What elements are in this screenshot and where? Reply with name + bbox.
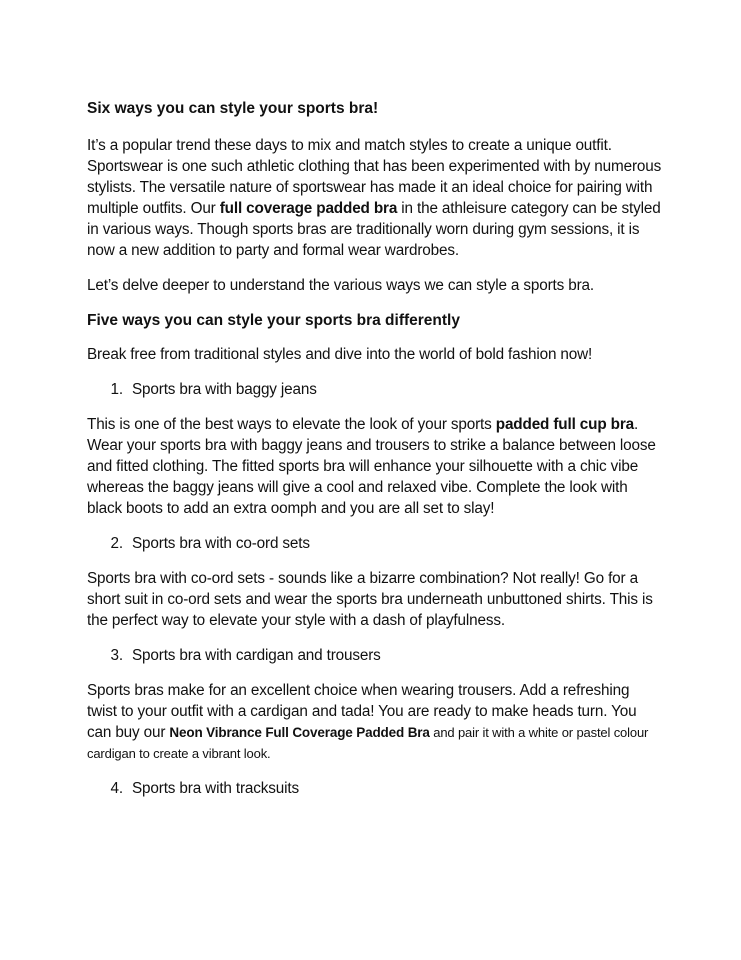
list-number: 2. xyxy=(110,535,123,552)
list-item-2 xyxy=(87,533,662,554)
list-item-1 xyxy=(87,379,662,400)
item-1-body xyxy=(87,414,662,519)
break-free-paragraph: Break free from traditional styles and dive into the world of bold fashion now! xyxy=(87,346,593,363)
list-label: Sports bra with cardigan and trousers xyxy=(132,647,381,664)
list-label: Sports bra with co-ord sets xyxy=(132,535,310,552)
item-2-body: Sports bra with co-ord sets - sounds like a bizarre combination? Not really! Go for a short suit in co-ord sets and wear the sports bra underneath unbuttoned shirts. This is the perfect way to elevate your style with a dash of playfulness. xyxy=(87,570,653,629)
item-3-text-2: and pair it with a white or pastel colour cardigan to create a vibrant look. xyxy=(87,725,649,761)
item-3-product: Neon Vibrance Full Coverage Padded Bra xyxy=(169,725,430,740)
list-item-4 xyxy=(87,778,662,799)
intro-paragraph xyxy=(87,135,662,261)
list-label: Sports bra with tracksuits xyxy=(132,780,299,797)
intro-text-2: in the athleisure category can be styled in various ways. Though sports bras are traditionally worn during gym sessions, it is now a new addition to party and formal wear wardrobes. xyxy=(87,200,661,259)
document-page xyxy=(87,98,662,813)
intro-product-link: full coverage padded bra xyxy=(219,200,398,217)
item-3-text-1: Sports bras make for an excellent choice when wearing trousers. Add a refreshing twist to your outfit with a cardigan and tada! You are ready to make heads turn. You can buy our xyxy=(87,682,637,741)
item-1-text-1: This is one of the best ways to elevate the look of your sports xyxy=(87,416,496,433)
delve-paragraph: Let’s delve deeper to understand the various ways we can style a sports bra. xyxy=(87,277,595,294)
item-1-text-2: . Wear your sports bra with baggy jeans and trousers to strike a balance between loose and fitted clothing. The fitted sports bra will enhance your silhouette with a chic vibe whereas the baggy jeans will give a cool and relaxed vibe. Complete the look with black boots to add an extra oomph and you are all set to slay! xyxy=(87,416,656,517)
item-3-body xyxy=(87,680,662,764)
list-item-3 xyxy=(87,645,662,666)
list-label: Sports bra with baggy jeans xyxy=(132,381,317,398)
item-1-product: padded full cup bra xyxy=(495,416,634,433)
list-number: 4. xyxy=(110,780,123,797)
intro-text-1: It’s a popular trend these days to mix and match styles to create a unique outfit. Sportswear is one such athletic clothing that has been experimented with by numerous stylists. The versatile nature of sportswear has made it an ideal choice for pairing with multiple outfits. Our xyxy=(87,137,662,217)
page-title: Six ways you can style your sports bra! xyxy=(87,100,379,117)
list-number: 3. xyxy=(110,647,123,664)
list-number: 1. xyxy=(110,381,123,398)
section-heading: Five ways you can style your sports bra differently xyxy=(87,312,460,329)
